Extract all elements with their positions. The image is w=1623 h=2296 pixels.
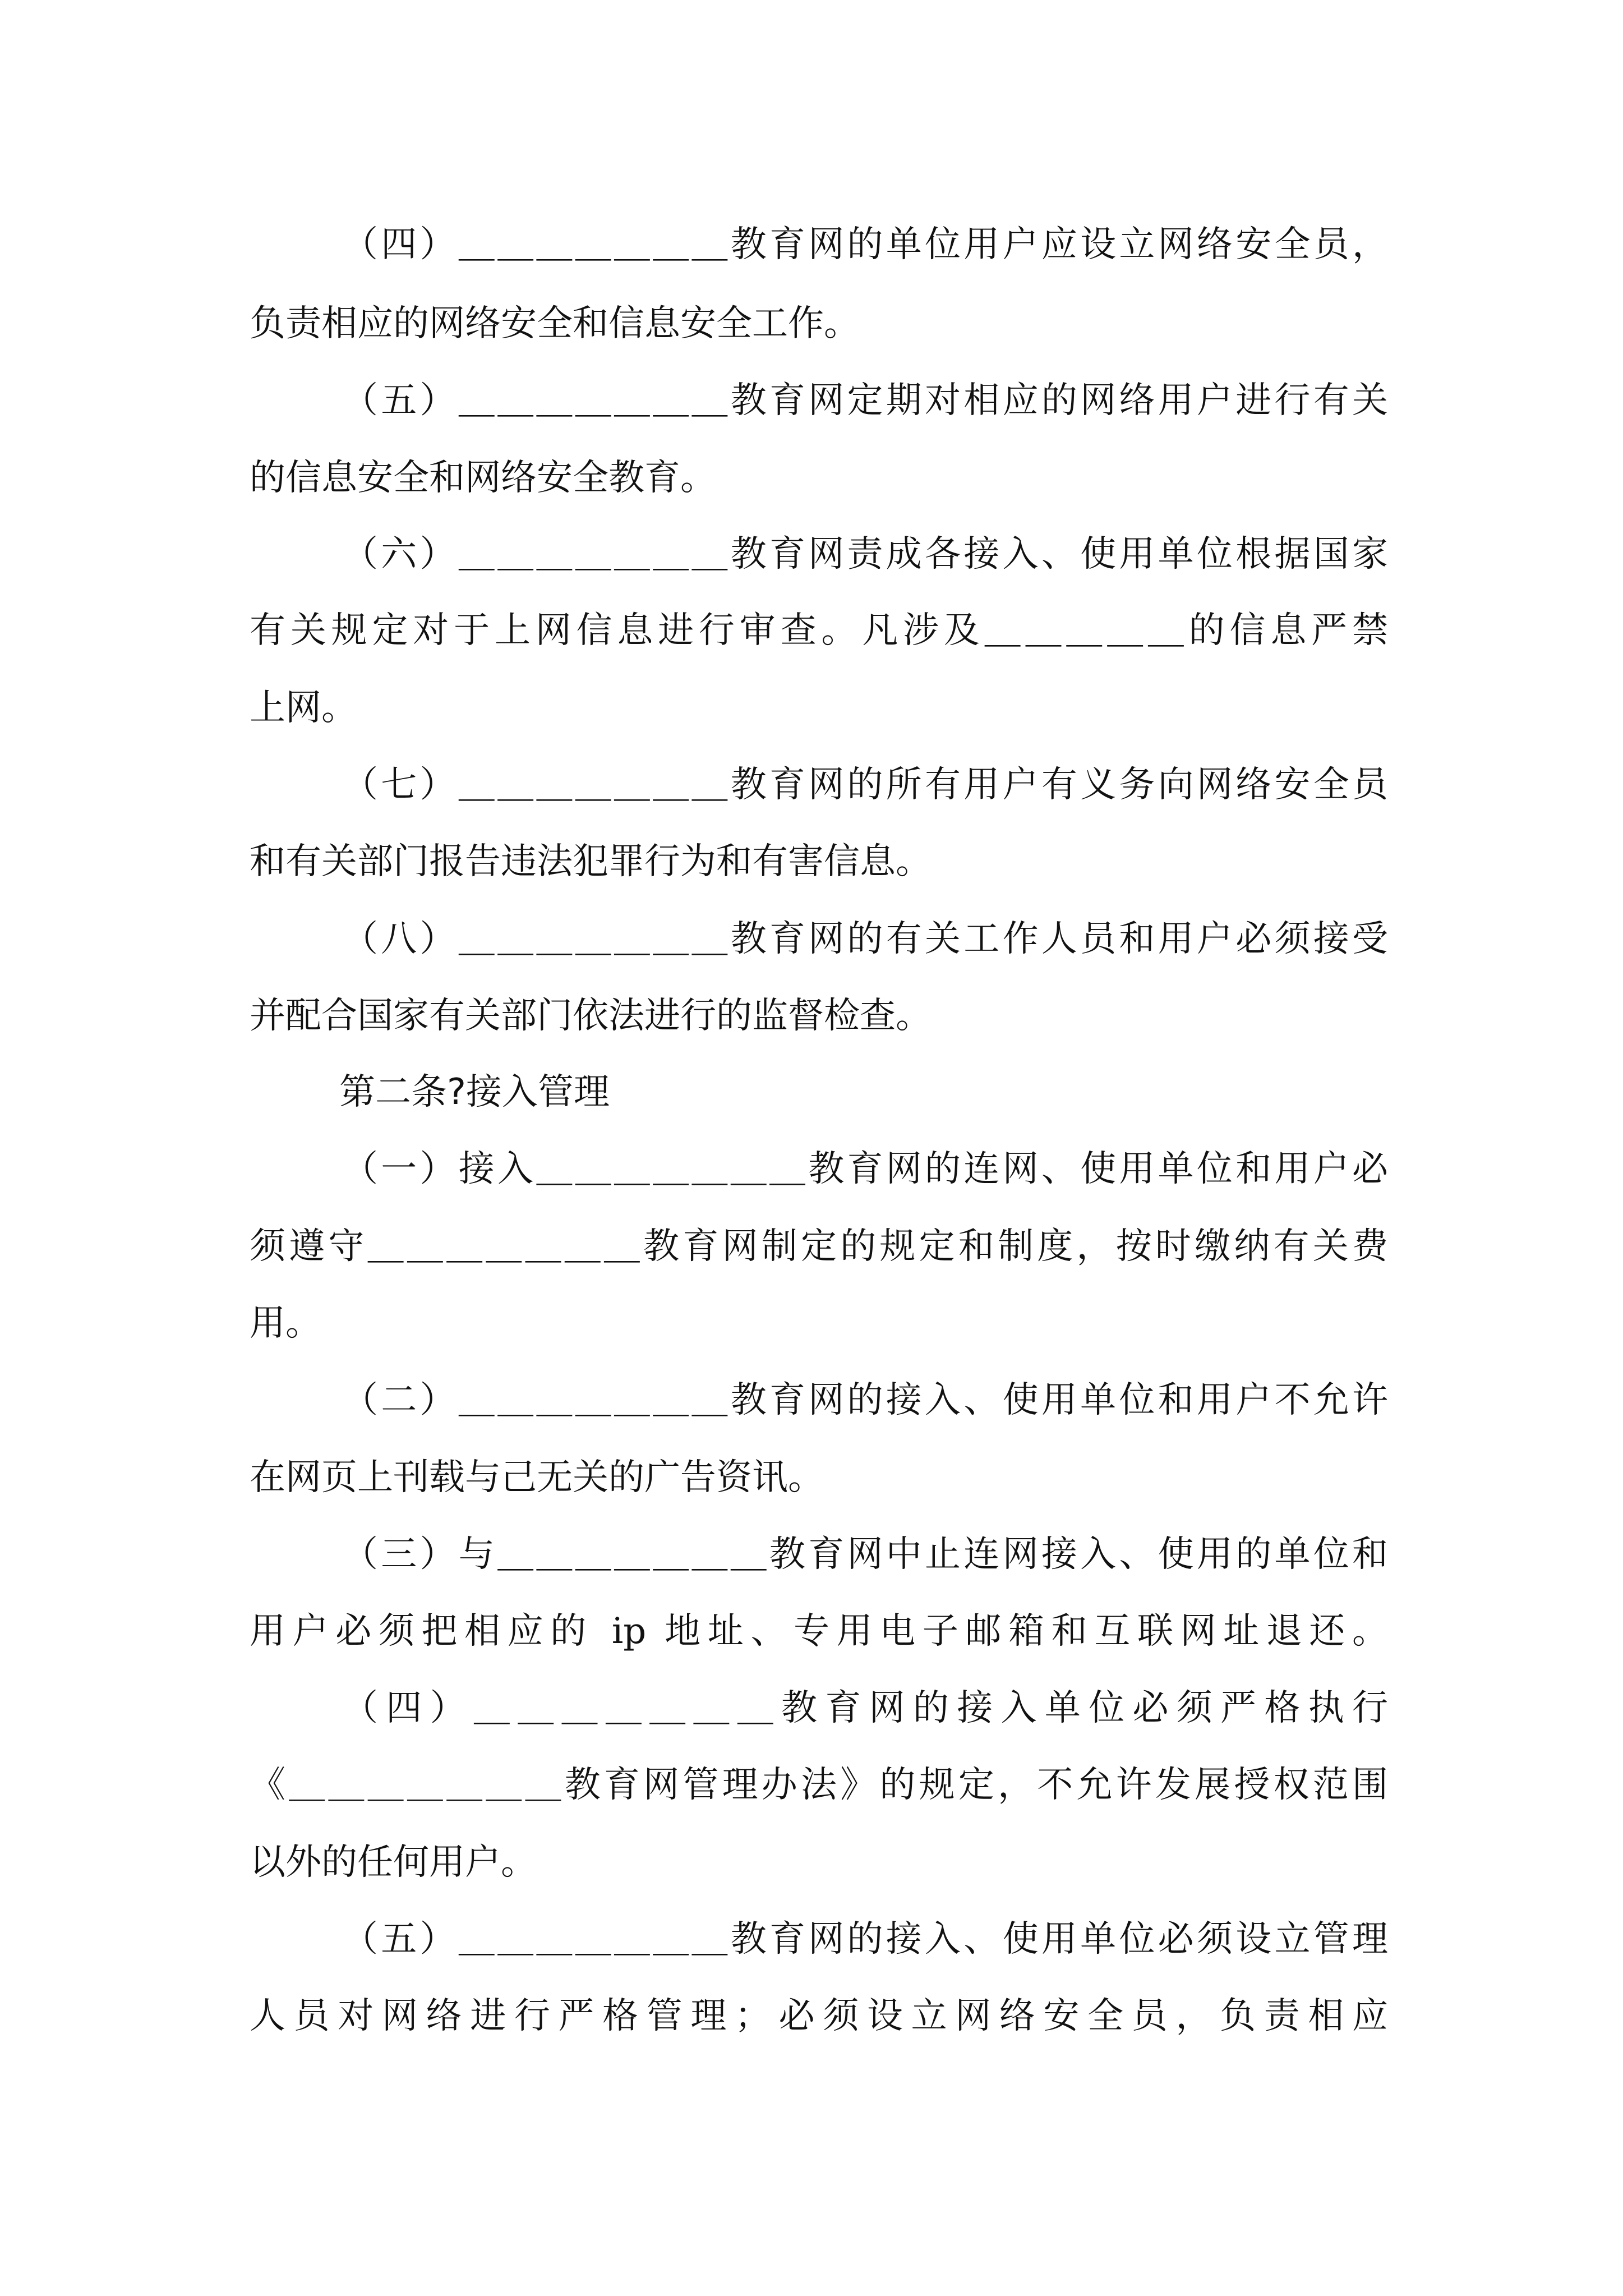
paragraph-4-line-2: 负责相应的网络安全和信息安全工作。 bbox=[250, 303, 860, 344]
paragraph-6-line-2: 有关规定对于上网信息进行审查。凡涉及＿＿＿＿＿的信息严禁 bbox=[250, 610, 1388, 651]
section-paragraph-1-line-2: 须遵守＿＿＿＿＿＿＿教育网制定的规定和制度，按时缴纳有关费 bbox=[250, 1226, 1388, 1267]
section-paragraph-4-line-2: 《＿＿＿＿＿＿＿教育网管理办法》的规定，不允许发展授权范围 bbox=[250, 1764, 1388, 1806]
section-paragraph-5-line-1: （五）＿＿＿＿＿＿＿教育网的接入、使用单位必须设立管理 bbox=[342, 1918, 1388, 1960]
section-paragraph-4-line-1: （四）＿＿＿＿＿＿＿教育网的接入单位必须严格执行 bbox=[342, 1687, 1388, 1729]
section-paragraph-1-line-1: （一）接入＿＿＿＿＿＿＿教育网的连网、使用单位和用户必 bbox=[342, 1148, 1388, 1190]
section-paragraph-2-line-2: 在网页上刊载与己无关的广告资讯。 bbox=[250, 1457, 824, 1498]
paragraph-5-line-1: （五）＿＿＿＿＿＿＿教育网定期对相应的网络用户进行有关 bbox=[342, 380, 1388, 421]
paragraph-7-line-1: （七）＿＿＿＿＿＿＿教育网的所有用户有义务向网络安全员 bbox=[342, 764, 1388, 806]
section-heading: 第二条?接入管理 bbox=[339, 1071, 610, 1113]
section-paragraph-3-line-2: 用户必须把相应的 ip 地址、专用电子邮箱和互联网址退还。 bbox=[250, 1611, 1388, 1652]
paragraph-6-line-1: （六）＿＿＿＿＿＿＿教育网责成各接入、使用单位根据国家 bbox=[342, 533, 1388, 575]
paragraph-5-line-2: 的信息安全和网络安全教育。 bbox=[250, 457, 716, 499]
section-paragraph-1-line-3: 用。 bbox=[250, 1303, 321, 1344]
paragraph-8-line-2: 并配合国家有关部门依法进行的监督检查。 bbox=[250, 995, 932, 1037]
paragraph-7-line-2: 和有关部门报告违法犯罪行为和有害信息。 bbox=[250, 841, 932, 882]
section-paragraph-2-line-1: （二）＿＿＿＿＿＿＿教育网的接入、使用单位和用户不允许 bbox=[342, 1379, 1388, 1421]
section-paragraph-3-line-1: （三）与＿＿＿＿＿＿＿教育网中止连网接入、使用的单位和 bbox=[342, 1534, 1388, 1575]
paragraph-8-line-1: （八）＿＿＿＿＿＿＿教育网的有关工作人员和用户必须接受 bbox=[342, 918, 1388, 960]
section-paragraph-5-line-2: 人员对网络进行严格管理；必须设立网络安全员，负责相应 bbox=[250, 1995, 1388, 2037]
paragraph-6-line-3: 上网。 bbox=[250, 687, 357, 729]
section-paragraph-4-line-3: 以外的任何用户。 bbox=[250, 1842, 537, 1883]
paragraph-4-line-1: （四）＿＿＿＿＿＿＿教育网的单位用户应设立网络安全员， bbox=[342, 224, 1388, 265]
